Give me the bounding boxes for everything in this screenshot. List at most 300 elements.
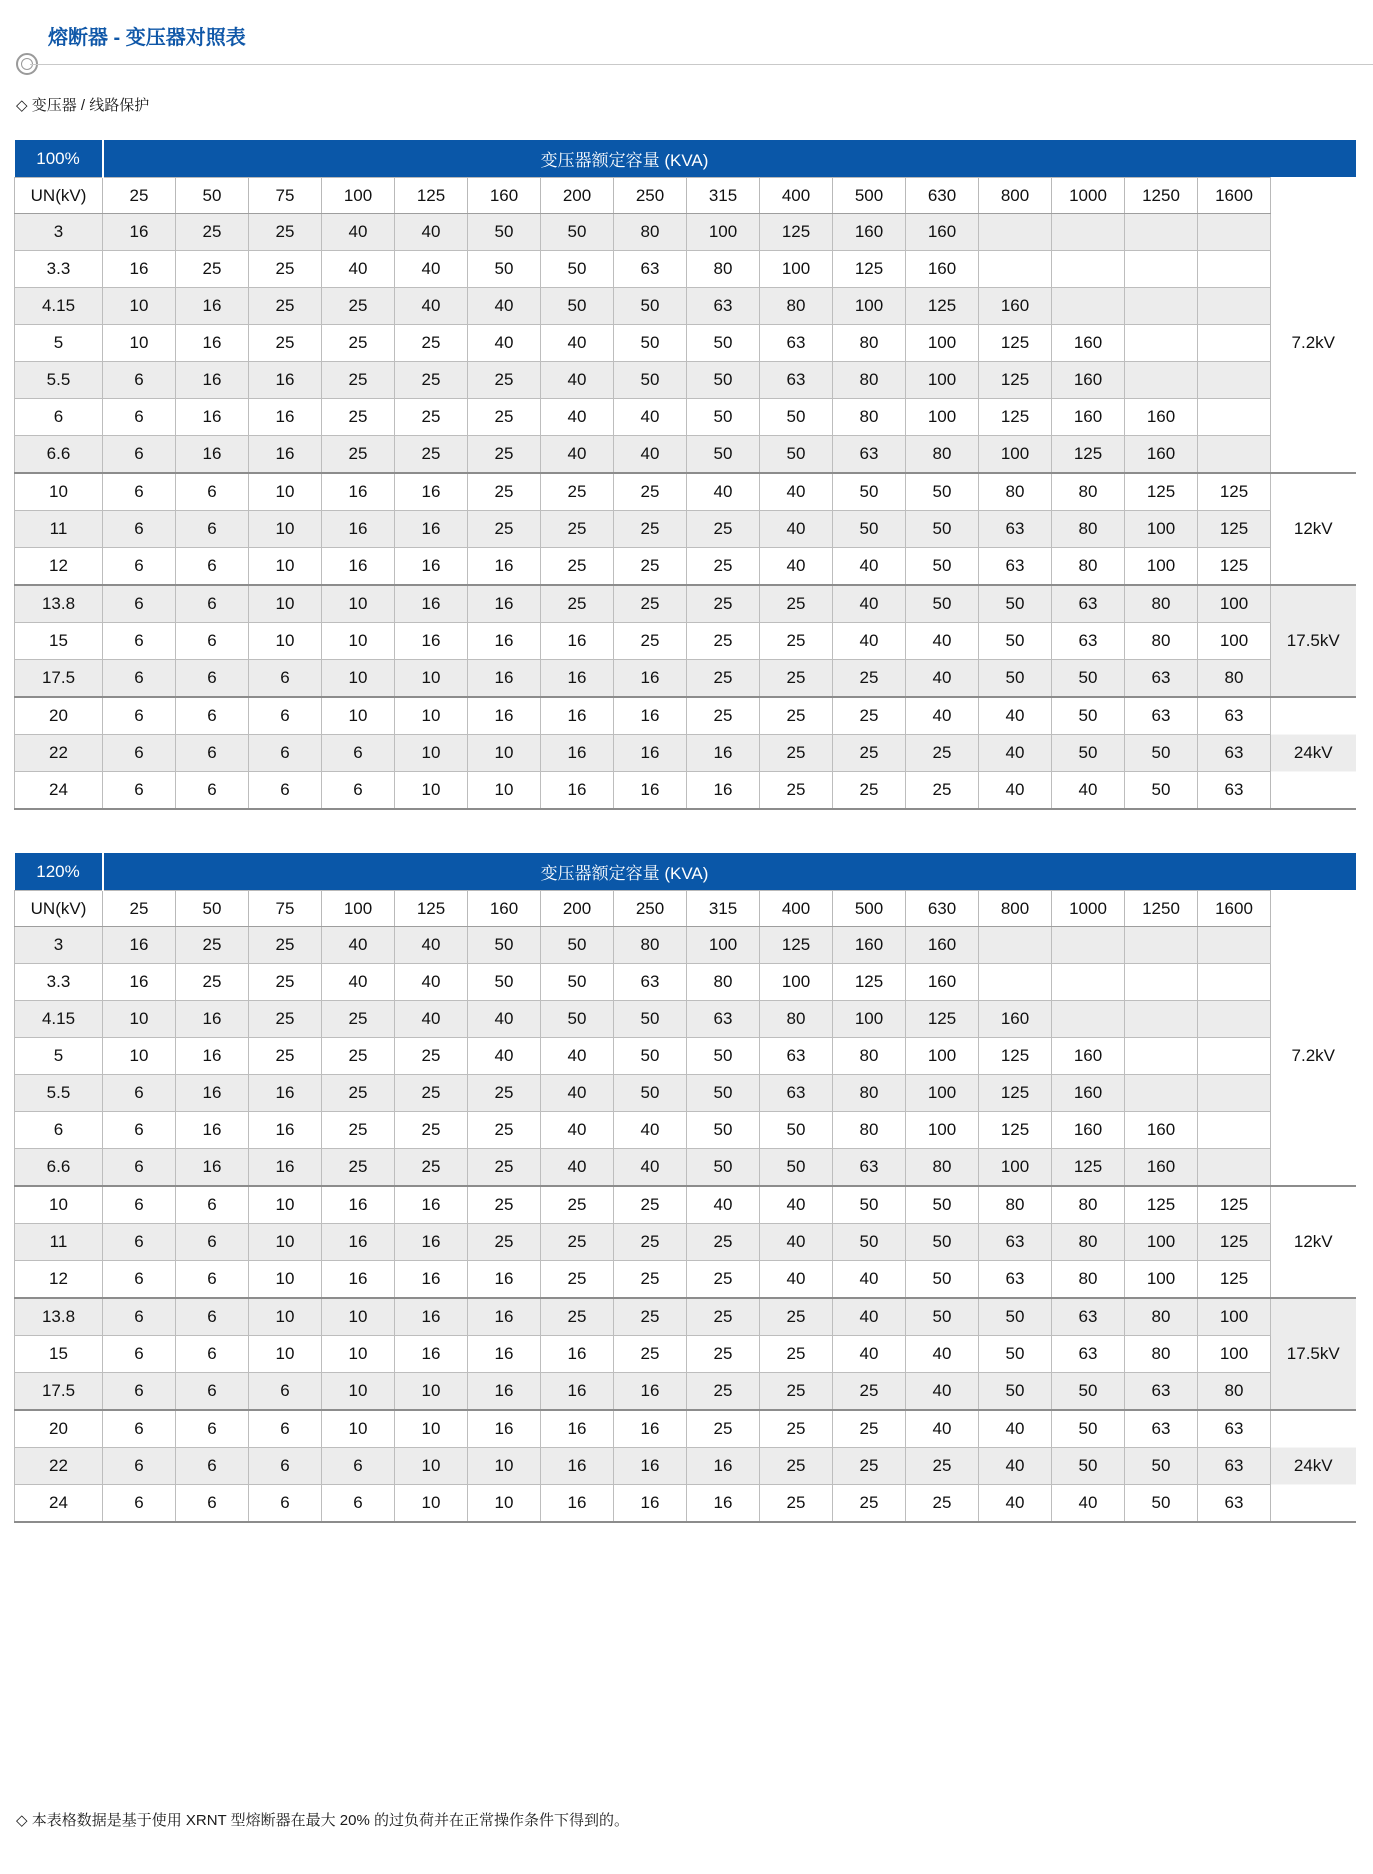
fuse-rating-cell: 25 xyxy=(322,436,395,474)
fuse-rating-cell: 100 xyxy=(1198,1336,1271,1373)
table-row xyxy=(15,585,1356,623)
fuse-rating-cell: 16 xyxy=(468,1410,541,1448)
title-divider xyxy=(0,52,1373,78)
table-row xyxy=(15,1224,1356,1261)
column-header-row xyxy=(15,891,1356,927)
fuse-rating-cell: 50 xyxy=(468,251,541,288)
fuse-rating-cell: 25 xyxy=(249,964,322,1001)
voltage-row-label: 10 xyxy=(15,473,103,511)
fuse-rating-cell: 16 xyxy=(687,1485,760,1523)
fuse-rating-cell: 125 xyxy=(1198,1186,1271,1224)
fuse-rating-cell: 25 xyxy=(833,1485,906,1523)
fuse-rating-cell: 100 xyxy=(906,1038,979,1075)
fuse-rating-cell: 100 xyxy=(1125,1261,1198,1299)
fuse-rating-cell: 160 xyxy=(1125,399,1198,436)
fuse-rating-cell: 80 xyxy=(1125,1298,1198,1336)
fuse-rating-cell: 40 xyxy=(979,1410,1052,1448)
fuse-rating-cell: 50 xyxy=(1125,772,1198,810)
fuse-rating-cell: 16 xyxy=(395,473,468,511)
fuse-rating-cell: 16 xyxy=(468,548,541,586)
voltage-row-label: 24 xyxy=(15,772,103,810)
fuse-rating-cell: 40 xyxy=(541,1038,614,1075)
fuse-rating-cell: 50 xyxy=(979,1298,1052,1336)
capacity-col-header: 800 xyxy=(979,178,1052,214)
fuse-rating-cell: 6 xyxy=(103,548,176,586)
fuse-rating-cell: 80 xyxy=(833,325,906,362)
fuse-rating-cell xyxy=(1198,964,1271,1001)
fuse-rating-cell: 10 xyxy=(322,1373,395,1411)
fuse-rating-cell: 25 xyxy=(687,1373,760,1411)
table-row xyxy=(15,623,1356,660)
table-row xyxy=(15,1001,1356,1038)
fuse-rating-cell: 50 xyxy=(541,964,614,1001)
fuse-rating-cell: 40 xyxy=(541,1112,614,1149)
fuse-rating-cell: 80 xyxy=(833,1112,906,1149)
fuse-rating-cell: 125 xyxy=(979,399,1052,436)
table-row xyxy=(15,251,1356,288)
fuse-rating-cell: 16 xyxy=(541,697,614,735)
fuse-rating-cell: 16 xyxy=(687,1448,760,1485)
fuse-rating-cell: 16 xyxy=(176,1001,249,1038)
fuse-rating-cell: 40 xyxy=(322,251,395,288)
fuse-rating-cell: 50 xyxy=(687,399,760,436)
fuse-rating-cell: 40 xyxy=(760,1224,833,1261)
fuse-rating-cell: 16 xyxy=(541,1373,614,1411)
un-kv-header: UN(kV) xyxy=(15,891,103,927)
fuse-rating-cell: 6 xyxy=(249,1485,322,1523)
fuse-rating-cell xyxy=(1198,1001,1271,1038)
voltage-row-label: 20 xyxy=(15,1410,103,1448)
fuse-rating-cell: 100 xyxy=(906,1112,979,1149)
fuse-rating-cell: 100 xyxy=(906,325,979,362)
fuse-rating-cell: 25 xyxy=(760,1373,833,1411)
fuse-rating-cell: 50 xyxy=(541,214,614,251)
fuse-rating-cell: 100 xyxy=(979,1149,1052,1187)
fuse-rating-cell: 16 xyxy=(468,697,541,735)
fuse-rating-cell: 100 xyxy=(979,436,1052,474)
voltage-row-label: 3 xyxy=(15,927,103,964)
fuse-rating-cell: 80 xyxy=(979,473,1052,511)
fuse-rating-cell: 6 xyxy=(176,1186,249,1224)
fuse-rating-cell xyxy=(1198,1075,1271,1112)
fuse-rating-cell: 16 xyxy=(395,511,468,548)
fuse-rating-cell: 125 xyxy=(979,1075,1052,1112)
capacity-col-header: 500 xyxy=(833,178,906,214)
fuse-rating-cell: 25 xyxy=(176,214,249,251)
fuse-rating-cell xyxy=(1125,1001,1198,1038)
fuse-rating-cell: 40 xyxy=(541,1075,614,1112)
fuse-rating-cell: 40 xyxy=(833,1298,906,1336)
fuse-rating-cell: 16 xyxy=(103,964,176,1001)
fuse-rating-cell: 25 xyxy=(687,511,760,548)
fuse-rating-cell: 6 xyxy=(103,1410,176,1448)
fuse-rating-cell: 80 xyxy=(1052,548,1125,586)
fuse-rating-cell: 16 xyxy=(176,436,249,474)
voltage-row-label: 5 xyxy=(15,1038,103,1075)
fuse-rating-cell: 10 xyxy=(395,772,468,810)
fuse-rating-cell: 25 xyxy=(322,362,395,399)
fuse-rating-cell: 125 xyxy=(979,1112,1052,1149)
fuse-rating-cell: 6 xyxy=(322,1485,395,1523)
fuse-rating-cell: 63 xyxy=(979,511,1052,548)
fuse-rating-cell: 10 xyxy=(322,660,395,698)
fuse-rating-cell: 100 xyxy=(906,399,979,436)
fuse-rating-cell: 80 xyxy=(687,964,760,1001)
fuse-rating-cell: 10 xyxy=(249,1224,322,1261)
fuse-rating-cell: 16 xyxy=(176,1038,249,1075)
fuse-rating-cell: 40 xyxy=(979,735,1052,772)
fuse-rating-cell: 6 xyxy=(176,511,249,548)
capacity-col-header: 500 xyxy=(833,891,906,927)
fuse-rating-cell: 25 xyxy=(833,1373,906,1411)
fuse-rating-cell: 25 xyxy=(468,1075,541,1112)
fuse-rating-cell: 50 xyxy=(979,585,1052,623)
fuse-rating-cell: 63 xyxy=(1125,1373,1198,1411)
fuse-rating-cell: 40 xyxy=(833,623,906,660)
fuse-rating-cell: 25 xyxy=(541,548,614,586)
footnote: ◇ 本表格数据是基于使用 XRNT 型熔断器在最大 20% 的过负荷并在正常操作条件下得到的。 xyxy=(16,1812,629,1829)
fuse-rating-cell: 10 xyxy=(395,660,468,698)
capacity-col-header: 1250 xyxy=(1125,178,1198,214)
fuse-rating-cell: 40 xyxy=(906,1336,979,1373)
fuse-rating-cell: 50 xyxy=(541,288,614,325)
fuse-rating-cell: 25 xyxy=(322,325,395,362)
table-row xyxy=(15,1112,1356,1149)
capacity-band-title: 变压器额定容量 (KVA) xyxy=(103,853,1356,891)
fuse-rating-cell: 16 xyxy=(176,325,249,362)
fuse-rating-cell xyxy=(1198,436,1271,474)
fuse-rating-cell: 40 xyxy=(833,1261,906,1299)
table-row xyxy=(15,362,1356,399)
capacity-col-header: 1000 xyxy=(1052,891,1125,927)
fuse-rating-cell: 50 xyxy=(760,1149,833,1187)
fuse-rating-cell: 40 xyxy=(906,623,979,660)
fuse-rating-cell: 6 xyxy=(103,1186,176,1224)
voltage-row-label: 15 xyxy=(15,1336,103,1373)
fuse-rating-cell: 100 xyxy=(1198,623,1271,660)
fuse-rating-cell: 10 xyxy=(322,697,395,735)
fuse-rating-cell: 160 xyxy=(906,251,979,288)
fuse-rating-cell: 6 xyxy=(176,1410,249,1448)
fuse-rating-cell: 80 xyxy=(614,927,687,964)
capacity-col-header: 125 xyxy=(395,178,468,214)
fuse-rating-cell: 16 xyxy=(687,735,760,772)
fuse-rating-cell: 50 xyxy=(614,1001,687,1038)
fuse-rating-cell: 25 xyxy=(906,1485,979,1523)
table-row xyxy=(15,964,1356,1001)
voltage-class-label: 7.2kV xyxy=(1271,927,1356,1187)
fuse-rating-cell: 25 xyxy=(687,1336,760,1373)
fuse-rating-cell: 50 xyxy=(760,399,833,436)
fuse-rating-cell: 63 xyxy=(614,251,687,288)
fuse-rating-cell: 125 xyxy=(1052,436,1125,474)
fuse-rating-cell: 125 xyxy=(1198,1224,1271,1261)
voltage-row-label: 6.6 xyxy=(15,436,103,474)
fuse-rating-cell: 16 xyxy=(395,623,468,660)
fuse-rating-cell: 25 xyxy=(468,1112,541,1149)
fuse-rating-cell: 50 xyxy=(687,1149,760,1187)
fuse-rating-cell: 63 xyxy=(1125,660,1198,698)
fuse-rating-cell: 80 xyxy=(760,288,833,325)
fuse-rating-cell: 160 xyxy=(1052,325,1125,362)
fuse-rating-cell: 16 xyxy=(468,1336,541,1373)
voltage-row-label: 11 xyxy=(15,511,103,548)
fuse-rating-cell: 40 xyxy=(614,399,687,436)
fuse-rating-cell: 25 xyxy=(541,1261,614,1299)
fuse-rating-cell: 25 xyxy=(395,1038,468,1075)
capacity-col-header: 400 xyxy=(760,891,833,927)
table-row xyxy=(15,399,1356,436)
voltage-row-label: 15 xyxy=(15,623,103,660)
fuse-rating-cell xyxy=(1125,251,1198,288)
fuse-rating-cell: 25 xyxy=(614,1224,687,1261)
fuse-rating-cell: 25 xyxy=(176,251,249,288)
voltage-row-label: 17.5 xyxy=(15,1373,103,1411)
fuse-rating-cell: 40 xyxy=(906,1410,979,1448)
fuse-rating-cell: 160 xyxy=(1052,399,1125,436)
voltage-class-label: 12kV xyxy=(1271,473,1356,585)
fuse-rating-cell: 40 xyxy=(1052,772,1125,810)
fuse-rating-cell: 100 xyxy=(833,1001,906,1038)
fuse-rating-cell: 25 xyxy=(322,399,395,436)
fuse-rating-cell: 63 xyxy=(979,548,1052,586)
fuse-rating-cell: 25 xyxy=(395,1149,468,1187)
fuse-rating-cell: 125 xyxy=(833,964,906,1001)
fuse-rating-cell: 16 xyxy=(614,1485,687,1523)
fuse-rating-cell: 16 xyxy=(249,399,322,436)
fuse-rating-cell: 16 xyxy=(395,1224,468,1261)
fuse-rating-cell: 25 xyxy=(322,1038,395,1075)
fuse-rating-cell: 16 xyxy=(541,735,614,772)
fuse-rating-cell xyxy=(1198,362,1271,399)
voltage-row-label: 5 xyxy=(15,325,103,362)
fuse-rating-cell: 50 xyxy=(1125,1485,1198,1523)
fuse-rating-cell xyxy=(1198,399,1271,436)
fuse-rating-cell: 50 xyxy=(906,1186,979,1224)
fuse-rating-cell xyxy=(1198,927,1271,964)
table-row xyxy=(15,1149,1356,1187)
fuse-rating-cell: 40 xyxy=(1052,1485,1125,1523)
fuse-rating-cell: 25 xyxy=(322,1075,395,1112)
fuse-rating-cell: 16 xyxy=(249,436,322,474)
capacity-col-header: 200 xyxy=(541,891,614,927)
fuse-rating-cell: 50 xyxy=(979,1373,1052,1411)
fuse-rating-cell: 40 xyxy=(541,325,614,362)
fuse-rating-cell xyxy=(979,927,1052,964)
fuse-rating-cell: 25 xyxy=(614,511,687,548)
fuse-rating-cell: 25 xyxy=(541,511,614,548)
fuse-rating-cell: 80 xyxy=(833,362,906,399)
fuse-rating-cell: 25 xyxy=(614,1186,687,1224)
fuse-rating-cell: 50 xyxy=(614,288,687,325)
fuse-rating-cell: 25 xyxy=(687,697,760,735)
table-row xyxy=(15,1336,1356,1373)
fuse-rating-cell xyxy=(1052,288,1125,325)
fuse-rating-cell: 50 xyxy=(833,1224,906,1261)
fuse-rating-cell: 80 xyxy=(979,1186,1052,1224)
fuse-rating-cell xyxy=(1125,214,1198,251)
fuse-rating-cell: 40 xyxy=(687,473,760,511)
fuse-rating-cell: 6 xyxy=(103,585,176,623)
fuse-rating-cell: 25 xyxy=(687,623,760,660)
fuse-rating-cell: 63 xyxy=(979,1261,1052,1299)
fuse-rating-cell: 50 xyxy=(614,362,687,399)
fuse-rating-cell xyxy=(1125,288,1198,325)
fuse-rating-cell: 6 xyxy=(176,697,249,735)
fuse-rating-cell: 16 xyxy=(614,772,687,810)
fuse-rating-cell: 25 xyxy=(687,1224,760,1261)
fuse-rating-cell: 16 xyxy=(614,660,687,698)
fuse-rating-cell: 25 xyxy=(322,1001,395,1038)
table-row xyxy=(15,1186,1356,1224)
fuse-rating-cell: 6 xyxy=(176,1485,249,1523)
fuse-rating-cell: 10 xyxy=(249,1336,322,1373)
fuse-rating-cell: 25 xyxy=(760,697,833,735)
fuse-rating-cell xyxy=(1198,1038,1271,1075)
table-row xyxy=(15,548,1356,586)
capacity-col-header: 250 xyxy=(614,891,687,927)
capacity-col-header: 1000 xyxy=(1052,178,1125,214)
fuse-rating-cell: 16 xyxy=(395,1261,468,1299)
fuse-rating-cell: 40 xyxy=(322,964,395,1001)
fuse-rating-cell: 16 xyxy=(468,1373,541,1411)
fuse-rating-cell xyxy=(1198,1112,1271,1149)
fuse-rating-cell: 6 xyxy=(103,772,176,810)
fuse-rating-cell: 40 xyxy=(760,473,833,511)
fuse-rating-cell: 100 xyxy=(687,214,760,251)
band-row xyxy=(15,140,1356,178)
voltage-class-label: 17.5kV xyxy=(1271,1298,1356,1410)
fuse-rating-cell: 6 xyxy=(176,735,249,772)
fuse-rating-cell: 16 xyxy=(614,1410,687,1448)
fuse-rating-cell: 100 xyxy=(1125,548,1198,586)
fuse-rating-cell: 125 xyxy=(760,927,833,964)
table-row xyxy=(15,697,1356,735)
fuse-rating-cell: 50 xyxy=(833,1186,906,1224)
voltage-row-label: 6.6 xyxy=(15,1149,103,1187)
fuse-rating-cell: 50 xyxy=(614,1038,687,1075)
fuse-rating-cell: 25 xyxy=(541,473,614,511)
fuse-rating-cell: 16 xyxy=(322,1261,395,1299)
capacity-col-header: 160 xyxy=(468,891,541,927)
fuse-rating-cell: 160 xyxy=(1125,1149,1198,1187)
fuse-rating-cell: 63 xyxy=(1125,697,1198,735)
fuse-rating-cell: 125 xyxy=(1198,1261,1271,1299)
voltage-row-label: 22 xyxy=(15,1448,103,1485)
fuse-rating-cell: 40 xyxy=(906,1373,979,1411)
table-row xyxy=(15,927,1356,964)
fuse-rating-cell: 63 xyxy=(1198,772,1271,810)
fuse-rating-cell: 50 xyxy=(906,1224,979,1261)
fuse-rating-cell: 10 xyxy=(103,1001,176,1038)
fuse-rating-cell: 50 xyxy=(468,964,541,1001)
fuse-rating-cell: 16 xyxy=(176,288,249,325)
fuse-rating-cell: 40 xyxy=(687,1186,760,1224)
fuse-rating-cell: 50 xyxy=(1052,1410,1125,1448)
fuse-rating-cell: 25 xyxy=(760,735,833,772)
fuse-rating-cell: 10 xyxy=(249,548,322,586)
fuse-rating-cell: 50 xyxy=(614,325,687,362)
fuse-rating-cell: 40 xyxy=(468,1001,541,1038)
fuse-rating-cell: 40 xyxy=(760,511,833,548)
fuse-rating-cell: 16 xyxy=(541,1485,614,1523)
fuse-rating-cell: 16 xyxy=(322,473,395,511)
voltage-row-label: 20 xyxy=(15,697,103,735)
fuse-rating-cell: 6 xyxy=(103,1448,176,1485)
voltage-row-label: 13.8 xyxy=(15,585,103,623)
fuse-rating-cell: 25 xyxy=(468,473,541,511)
group-col-spacer xyxy=(1271,891,1356,927)
fuse-rating-cell: 25 xyxy=(760,1485,833,1523)
fuse-rating-cell: 50 xyxy=(1052,697,1125,735)
fuse-rating-cell: 16 xyxy=(614,697,687,735)
fuse-rating-cell xyxy=(1052,964,1125,1001)
fuse-rating-cell: 40 xyxy=(395,964,468,1001)
fuse-rating-cell: 16 xyxy=(176,362,249,399)
fuse-rating-cell: 63 xyxy=(1052,623,1125,660)
fuse-rating-cell: 16 xyxy=(176,1149,249,1187)
fuse-rating-cell: 16 xyxy=(249,1112,322,1149)
fuse-rating-cell: 160 xyxy=(906,964,979,1001)
fuse-rating-cell: 40 xyxy=(395,927,468,964)
fuse-rating-cell: 40 xyxy=(614,1149,687,1187)
fuse-rating-cell: 40 xyxy=(979,1448,1052,1485)
table-row xyxy=(15,1261,1356,1299)
fuse-rating-cell: 25 xyxy=(687,660,760,698)
table-row xyxy=(15,436,1356,474)
fuse-rating-cell: 6 xyxy=(103,697,176,735)
fuse-rating-cell: 40 xyxy=(833,1336,906,1373)
voltage-class-label: 17.5kV xyxy=(1271,585,1356,697)
fuse-rating-cell: 125 xyxy=(1125,1186,1198,1224)
fuse-rating-cell: 6 xyxy=(176,548,249,586)
fuse-rating-cell: 50 xyxy=(906,585,979,623)
fuse-rating-cell: 6 xyxy=(103,1261,176,1299)
fuse-rating-cell: 16 xyxy=(541,1448,614,1485)
table-row xyxy=(15,325,1356,362)
fuse-rating-cell xyxy=(1198,214,1271,251)
fuse-rating-cell: 10 xyxy=(395,697,468,735)
fuse-rating-cell: 50 xyxy=(833,511,906,548)
table-row xyxy=(15,288,1356,325)
fuse-rating-cell: 25 xyxy=(249,214,322,251)
fuse-rating-cell: 160 xyxy=(833,927,906,964)
table-row xyxy=(15,735,1356,772)
fuse-rating-cell: 6 xyxy=(103,660,176,698)
fuse-rating-cell: 40 xyxy=(979,697,1052,735)
fuse-rating-cell: 25 xyxy=(833,772,906,810)
voltage-row-label: 10 xyxy=(15,1186,103,1224)
fuse-rating-cell: 16 xyxy=(103,251,176,288)
fuse-rating-cell: 25 xyxy=(614,548,687,586)
fuse-rating-cell: 40 xyxy=(906,697,979,735)
fuse-rating-cell: 25 xyxy=(395,399,468,436)
fuse-rating-cell: 16 xyxy=(249,1075,322,1112)
capacity-col-header: 800 xyxy=(979,891,1052,927)
fuse-rating-cell: 10 xyxy=(322,1410,395,1448)
fuse-rating-cell: 80 xyxy=(1052,511,1125,548)
fuse-rating-cell: 40 xyxy=(541,436,614,474)
fuse-rating-cell xyxy=(1198,251,1271,288)
fuse-rating-cell: 6 xyxy=(176,1448,249,1485)
fuse-rating-cell: 10 xyxy=(103,1038,176,1075)
fuse-rating-cell: 160 xyxy=(1125,436,1198,474)
fuse-rating-cell: 6 xyxy=(249,772,322,810)
fuse-rating-cell: 25 xyxy=(395,436,468,474)
fuse-rating-cell: 25 xyxy=(687,1298,760,1336)
fuse-rating-cell: 50 xyxy=(687,1112,760,1149)
fuse-rating-cell: 25 xyxy=(906,772,979,810)
